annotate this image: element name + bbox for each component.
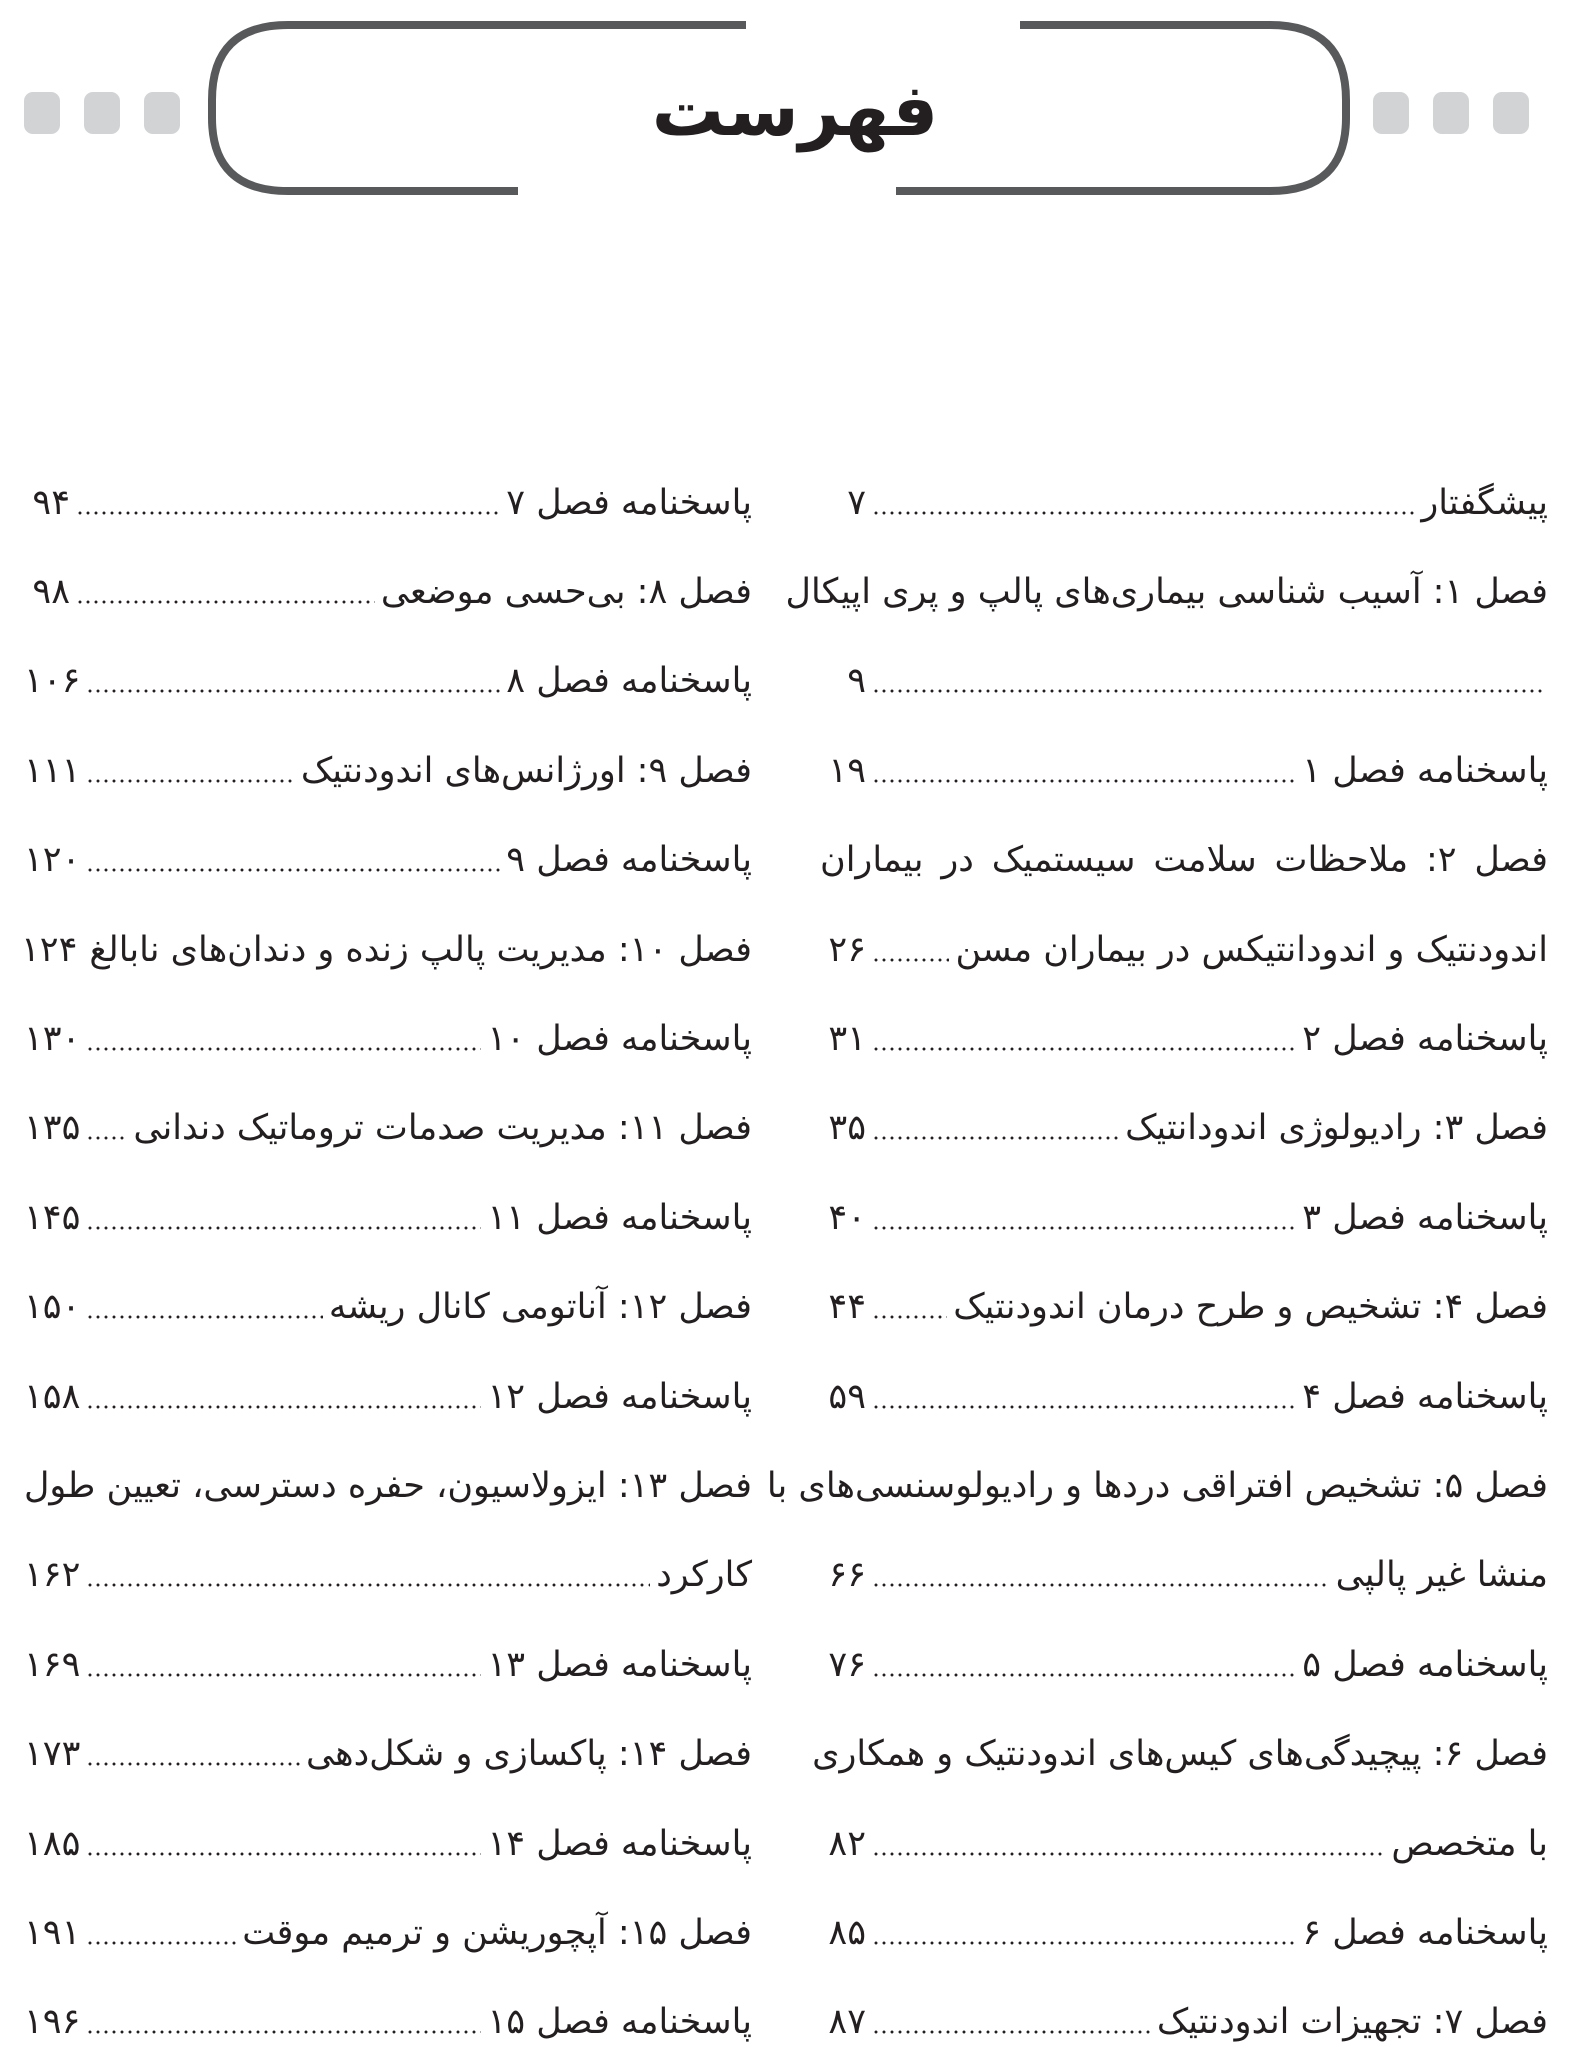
toc-entry[interactable]	[24, 458, 752, 547]
dot-leader	[872, 1405, 1296, 1409]
toc-entry-page: ۱۲۴	[21, 929, 78, 970]
toc-entry-title: با متخصص	[1391, 1823, 1548, 1864]
toc-entry-title: فصل ۴: تشخیص و طرح درمان اندودنتیک	[953, 1287, 1548, 1328]
toc-entry-page: ۱۱۱	[24, 750, 81, 791]
toc-entry[interactable]	[24, 1263, 752, 1352]
toc-entry-title: پاسخنامه فصل ۱۵	[487, 2002, 752, 2043]
dot-leader	[86, 1583, 650, 1587]
toc-entry-page: ۱۹۶	[24, 2002, 81, 2043]
toc-entry-page: ۹۴	[32, 482, 70, 523]
toc-entry-page: ۱۹	[828, 750, 866, 791]
dot-leader	[872, 1583, 1330, 1587]
toc-entry-title: پاسخنامه فصل ۳	[1302, 1197, 1548, 1238]
toc-entry-title: فصل ۱۲: آناتومی کانال ریشه	[328, 1287, 752, 1328]
toc-entry[interactable]	[24, 816, 752, 905]
toc-entry[interactable]	[24, 1888, 752, 1977]
toc-entry[interactable]	[766, 1441, 1548, 1530]
toc-entry-page: ۳۵	[828, 1108, 866, 1149]
toc-entry-title: کارکرد	[656, 1555, 752, 1596]
toc-entry[interactable]	[24, 1084, 752, 1173]
toc-entry[interactable]	[820, 458, 1548, 547]
toc-entry[interactable]	[820, 905, 1548, 994]
toc-entry-title: پاسخنامه فصل ۶	[1302, 1912, 1548, 1953]
toc-entry-title: فصل ۷: تجهیزات اندودنتیک	[1156, 2002, 1548, 2043]
toc-column-right	[766, 458, 1548, 2067]
toc-entry-title: فصل ۵: تشخیص افتراقی دردها و رادیولوسنسی‌های با	[766, 1465, 1548, 1506]
toc-entry-page: ۶۶	[828, 1555, 866, 1596]
toc-entry-page: ۱۸۵	[24, 1823, 81, 1864]
dot-leader	[86, 1047, 481, 1051]
toc-entry[interactable]	[820, 1084, 1548, 1173]
dot-leader	[872, 1047, 1296, 1051]
toc-entry[interactable]	[24, 1441, 752, 1530]
dot-leader	[86, 1673, 481, 1677]
toc-entry-title: پاسخنامه فصل ۸	[506, 661, 752, 702]
toc-entry[interactable]	[820, 1352, 1548, 1441]
toc-entry-page: ۱۴۵	[24, 1197, 81, 1238]
dot-leader	[76, 600, 375, 604]
toc-entry-title: فصل ۱۱: مدیریت صدمات تروماتیک دندانی	[133, 1108, 752, 1149]
dot-leader	[872, 1941, 1296, 1945]
toc-entry-title: فصل ۱۰: مدیریت پالپ زنده و دندان‌های نابالغ	[89, 929, 752, 970]
toc-entry[interactable]	[820, 994, 1548, 1083]
toc-entry-page: ۴۰	[828, 1197, 866, 1238]
toc-entry-page: ۱۶۹	[24, 1644, 81, 1685]
toc-entry-page: ۴۴	[828, 1287, 866, 1328]
toc-entry-title: پیشگفتار	[1421, 482, 1548, 523]
dot-leader	[86, 868, 500, 872]
toc-entry[interactable]	[820, 1263, 1548, 1352]
toc-column-left	[21, 458, 753, 2067]
dot-leader	[86, 1136, 127, 1140]
toc-entry-title: پاسخنامه فصل ۴	[1302, 1376, 1548, 1417]
toc-entry-title: پاسخنامه فصل ۱	[1302, 750, 1548, 791]
toc-entry-title: پاسخنامه فصل ۱۳	[487, 1644, 752, 1685]
dot-leader	[76, 511, 500, 515]
toc-entry[interactable]	[21, 905, 752, 994]
dot-leader	[86, 689, 500, 693]
toc-entry[interactable]	[820, 816, 1548, 905]
toc-entry-title: پاسخنامه فصل ۱۴	[487, 1823, 752, 1864]
toc-entry-page: ۱۰۶	[24, 661, 81, 702]
toc-entry-title: فصل ۲: ملاحظات سلامت سیستمیک در بیماران	[820, 840, 1548, 881]
toc-entry-page: ۳۱	[828, 1019, 866, 1060]
toc-entry[interactable]	[24, 1173, 752, 1262]
dot-leader	[872, 958, 949, 962]
toc-entry-page: ۹۸	[32, 572, 70, 613]
toc-entry[interactable]	[820, 1620, 1548, 1709]
decorative-dots-left	[24, 92, 180, 134]
toc-entry[interactable]	[24, 1978, 752, 2067]
toc-entry-title: پاسخنامه فصل ۷	[506, 482, 752, 523]
toc-entry[interactable]	[24, 726, 752, 815]
toc-entry-page: ۸۲	[828, 1823, 866, 1864]
toc-entry-page: ۱۳۰	[24, 1019, 81, 1060]
dot-leader	[86, 1941, 236, 1945]
toc-entry-page: ۱۳۵	[24, 1108, 81, 1149]
toc-entry-title: فصل ۳: رادیولوژی اندودانتیک	[1125, 1108, 1548, 1149]
toc-entry[interactable]	[24, 1620, 752, 1709]
toc-entry[interactable]	[812, 1709, 1548, 1798]
toc-entry[interactable]	[24, 547, 752, 636]
toc-entry-page: ۱۵۰	[24, 1287, 81, 1328]
toc-entry[interactable]	[24, 1531, 752, 1620]
toc-entry-title: فصل ۱: آسیب شناسی بیماری‌های پالپ و پری اپیکال	[785, 572, 1548, 613]
toc-entry-page: ۱۹۱	[24, 1912, 81, 1953]
dot-leader	[872, 1315, 947, 1319]
page-title: فهرست	[651, 68, 939, 152]
toc-entry-page: ۷	[847, 482, 866, 523]
dot-leader	[872, 1673, 1296, 1677]
toc-entry-page: ۱۲۰	[24, 840, 81, 881]
dot-leader	[872, 779, 1296, 783]
toc-entry-page: ۱۷۳	[24, 1734, 81, 1775]
toc-entry-title: پاسخنامه فصل ۵	[1302, 1644, 1548, 1685]
dot-leader	[872, 2030, 1151, 2034]
toc-entry[interactable]	[820, 1173, 1548, 1262]
toc-entry-page: ۸۵	[828, 1912, 866, 1953]
toc-entry[interactable]	[820, 726, 1548, 815]
toc-entry[interactable]	[820, 1531, 1548, 1620]
toc-entry-title: فصل ۱۴: پاکسازی و شکل‌دهی	[305, 1734, 752, 1775]
toc-entry-title: فصل ۱۵: آپچوریشن و ترمیم موقت	[242, 1912, 752, 1953]
dot-leader	[86, 1315, 322, 1319]
toc-entry[interactable]	[24, 1799, 752, 1888]
toc-entry[interactable]	[24, 1709, 752, 1798]
dot-leader	[86, 1405, 481, 1409]
toc-entry[interactable]	[24, 994, 752, 1083]
page-header	[0, 0, 1591, 230]
toc-entry-page: ۸۷	[828, 2002, 866, 2043]
toc-entry[interactable]	[24, 1352, 752, 1441]
toc-entry-title: پاسخنامه فصل ۲	[1302, 1019, 1548, 1060]
dot-leader	[872, 1226, 1296, 1230]
dot-leader	[86, 1852, 481, 1856]
toc-entry-title: اندودنتیک و اندودانتیکس در بیماران مسن	[955, 929, 1548, 970]
dot-leader	[86, 1226, 481, 1230]
toc-entry-title: فصل ۸: بی‌حسی موضعی	[380, 572, 752, 613]
toc-entry[interactable]	[785, 547, 1548, 636]
toc-entry[interactable]	[24, 637, 752, 726]
toc-entry-title: پاسخنامه فصل ۱۲	[487, 1376, 752, 1417]
toc-entry-page: ۷۶	[828, 1644, 866, 1685]
toc-entry-title: فصل ۹: اورژانس‌های اندودنتیک	[300, 750, 752, 791]
toc-entry[interactable]	[820, 1888, 1548, 1977]
dot-leader	[86, 1762, 300, 1766]
dot-leader	[86, 779, 294, 783]
toc-entry[interactable]	[820, 1799, 1548, 1888]
toc-entry-title: منشا غیر پالپی	[1335, 1555, 1548, 1596]
toc-entry[interactable]	[820, 1978, 1548, 2067]
toc-entry-title: پاسخنامه فصل ۱۱	[487, 1197, 752, 1238]
toc-entry-page: ۵۹	[828, 1376, 866, 1417]
toc-entry-title: فصل ۶: پیچیدگی‌های کیس‌های اندودنتیک و همکاری	[812, 1734, 1548, 1775]
toc-entry-page: ۱۵۸	[24, 1376, 81, 1417]
dot-leader	[872, 511, 1415, 515]
toc-entry-title: فصل ۱۳: ایزولاسیون، حفره دسترسی، تعیین طول	[24, 1465, 753, 1506]
toc-entry-title: پاسخنامه فصل ۹	[506, 840, 752, 881]
dot-leader	[872, 1136, 1119, 1140]
toc-entry[interactable]	[820, 637, 1548, 726]
dot-leader	[872, 1852, 1385, 1856]
toc-entry-page: ۹	[847, 661, 866, 702]
toc-entry-title: پاسخنامه فصل ۱۰	[487, 1019, 752, 1060]
toc-entry-page: ۱۶۲	[24, 1555, 81, 1596]
dot-leader	[872, 689, 1542, 693]
decorative-dots-right	[1373, 92, 1529, 134]
toc-entry-page: ۲۶	[828, 929, 866, 970]
dot-leader	[86, 2030, 481, 2034]
